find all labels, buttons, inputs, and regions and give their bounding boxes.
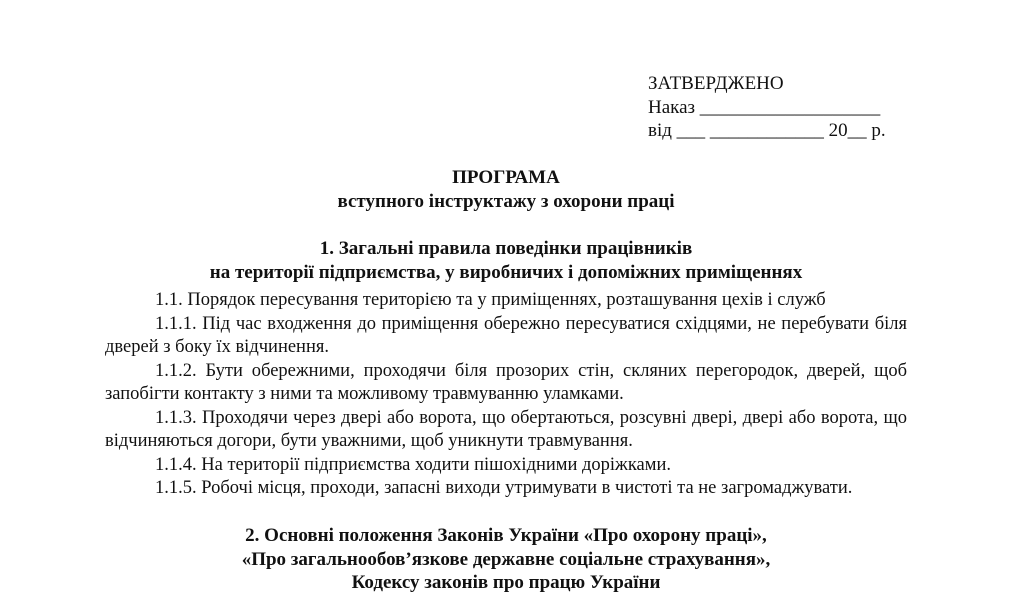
- paragraph-1-1-2: 1.1.2. Бути обережними, проходячи біля прозорих стін, скляних перегородок, дверей, щоб запобігти контакту з ними та можливому травмуванню уламками.: [105, 360, 907, 404]
- section-1-body: [105, 289, 907, 501]
- order-date-line: від ___ ____________ 20__ р.: [648, 120, 886, 141]
- paragraph-1-1-1: 1.1.1. Під час входження до приміщення обережно пересуватися східцями, не перебувати біля дверей з боку їх відчинення.: [105, 313, 907, 357]
- document-title: [105, 166, 907, 213]
- order-number-line: Наказ ___________________: [648, 96, 881, 118]
- title-subheading: вступного інструктажу з охорони праці: [337, 190, 675, 212]
- section-2-heading-line-1: 2. Основні положення Законів України «Про охорону праці»,: [245, 525, 767, 546]
- section-2-heading-line-3: Кодексу законів про працю України: [351, 572, 661, 593]
- section-2-heading: [105, 524, 907, 595]
- section-1-heading: [105, 237, 907, 284]
- section-2-heading-line-2: «Про загальнообов’язкове державне соціальне страхування»,: [241, 548, 771, 570]
- approval-stamp: [648, 72, 886, 143]
- section-1-heading-line-2: на території підприємства, у виробничих і допоміжних приміщеннях: [209, 261, 803, 283]
- title-heading: ПРОГРАМА: [452, 167, 560, 188]
- paragraph-1-1: 1.1. Порядок пересування територією та у приміщеннях, розташування цехів і служб: [155, 290, 826, 310]
- paragraph-1-1-5: 1.1.5. Робочі місця, проходи, запасні виходи утримувати в чистоті та не загромаджувати.: [155, 478, 853, 498]
- section-1-heading-line-1: 1. Загальні правила поведінки працівників: [319, 238, 693, 259]
- approval-label: ЗАТВЕРДЖЕНО: [648, 73, 784, 94]
- paragraph-1-1-4: 1.1.4. На території підприємства ходити пішохідними доріжками.: [155, 454, 671, 475]
- paragraph-1-1-3: 1.1.3. Проходячи через двері або ворота, що обертаються, розсувні двері, двері або ворота, що відчиняються догори, бути уважними, щоб уникнути травмування.: [105, 407, 907, 451]
